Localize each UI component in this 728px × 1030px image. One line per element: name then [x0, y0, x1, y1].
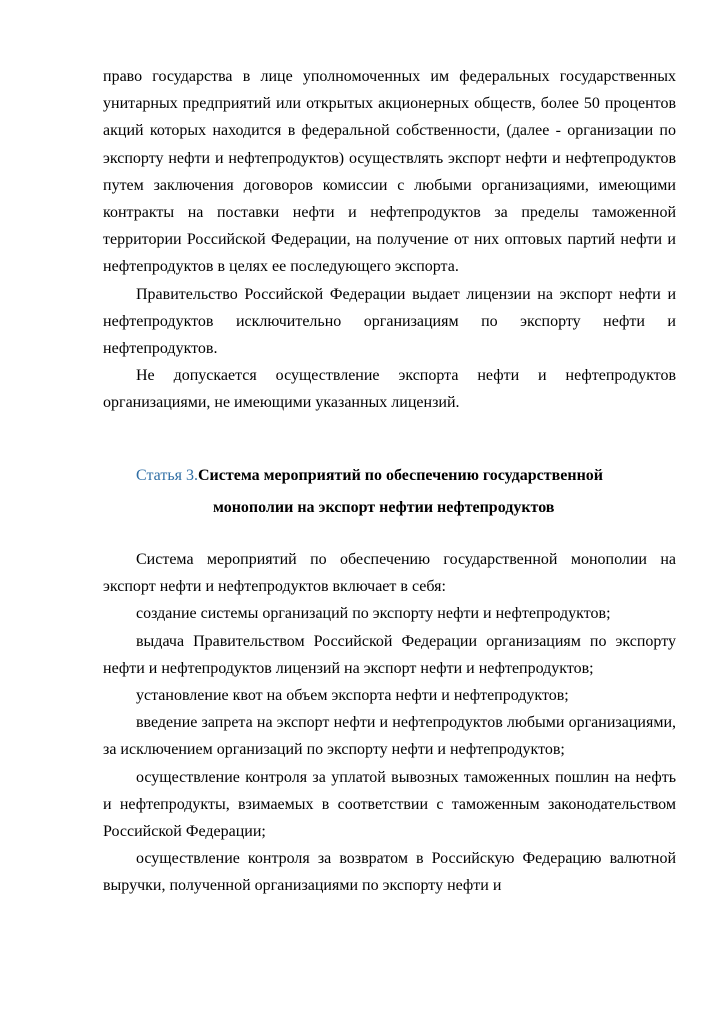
text-block-bottom	[103, 546, 676, 900]
paragraph-continuation: право государства в лице уполномоченных им федеральных государственных унитарных предприятий или открытых акционерных обществ, более 50 процентов акций которых находится в федеральной собственности, (далее - организации по экспорту нефти и нефтепродуктов) осуществлять экспорт нефти и нефтепродуктов путем заключения договоров комиссии с любыми организациями, имеющими контракты на поставки нефти и нефтепродуктов за пределы таможенной территории Российской Федерации, на получение от них оптовых партий нефти и нефтепродуктов в целях ее последующего экспорта.	[103, 68, 676, 276]
list-item-export-ban: введение запрета на экспорт нефти и нефтепродуктов любыми организациями, за исключением организаций по экспорту нефти и нефтепродуктов;	[103, 714, 676, 759]
list-item-licensing: выдача Правительством Российской Федерации организациям по экспорту нефти и нефтепродуктов лицензий на экспорт нефти и нефтепродуктов;	[103, 632, 676, 677]
paragraph-system-intro: Система мероприятий по обеспечению государственной монополии на экспорт нефти и нефтепродуктов включает в себя:	[103, 551, 676, 596]
list-item-duties-control: осуществление контроля за уплатой вывозных таможенных пошлин на нефть и нефтепродукты, взимаемых в соответствии с таможенным законодательством Российской Федерации;	[103, 768, 676, 841]
article-title-line1: Система мероприятий по обеспечению государственной	[197, 467, 604, 484]
list-item-organizations: создание системы организаций по экспорту нефти и нефтепродуктов;	[136, 605, 611, 623]
article-heading-line1	[103, 462, 676, 489]
paragraph-prohibition: Не допускается осуществление экспорта нефти и нефтепродуктов организациями, не имеющими указанных лицензий.	[103, 367, 676, 412]
text-block-top	[103, 63, 676, 417]
article-label: Статья 3.	[136, 467, 198, 484]
paragraph-licenses: Правительство Российской Федерации выдает лицензии на экспорт нефти и нефтепродуктов исключительно организациям по экспорту нефти и нефтепродуктов.	[103, 285, 676, 358]
list-item-currency-control: осуществление контроля за возвратом в Российскую Федерацию валютной выручки, полученной организациями по экспорту нефти и	[103, 850, 676, 895]
article-title-line2: монополии на экспорт нефтии нефтепродуктов	[213, 499, 555, 517]
list-item-quotas: установление квот на объем экспорта нефти и нефтепродуктов;	[136, 687, 569, 705]
article-heading	[103, 462, 676, 521]
